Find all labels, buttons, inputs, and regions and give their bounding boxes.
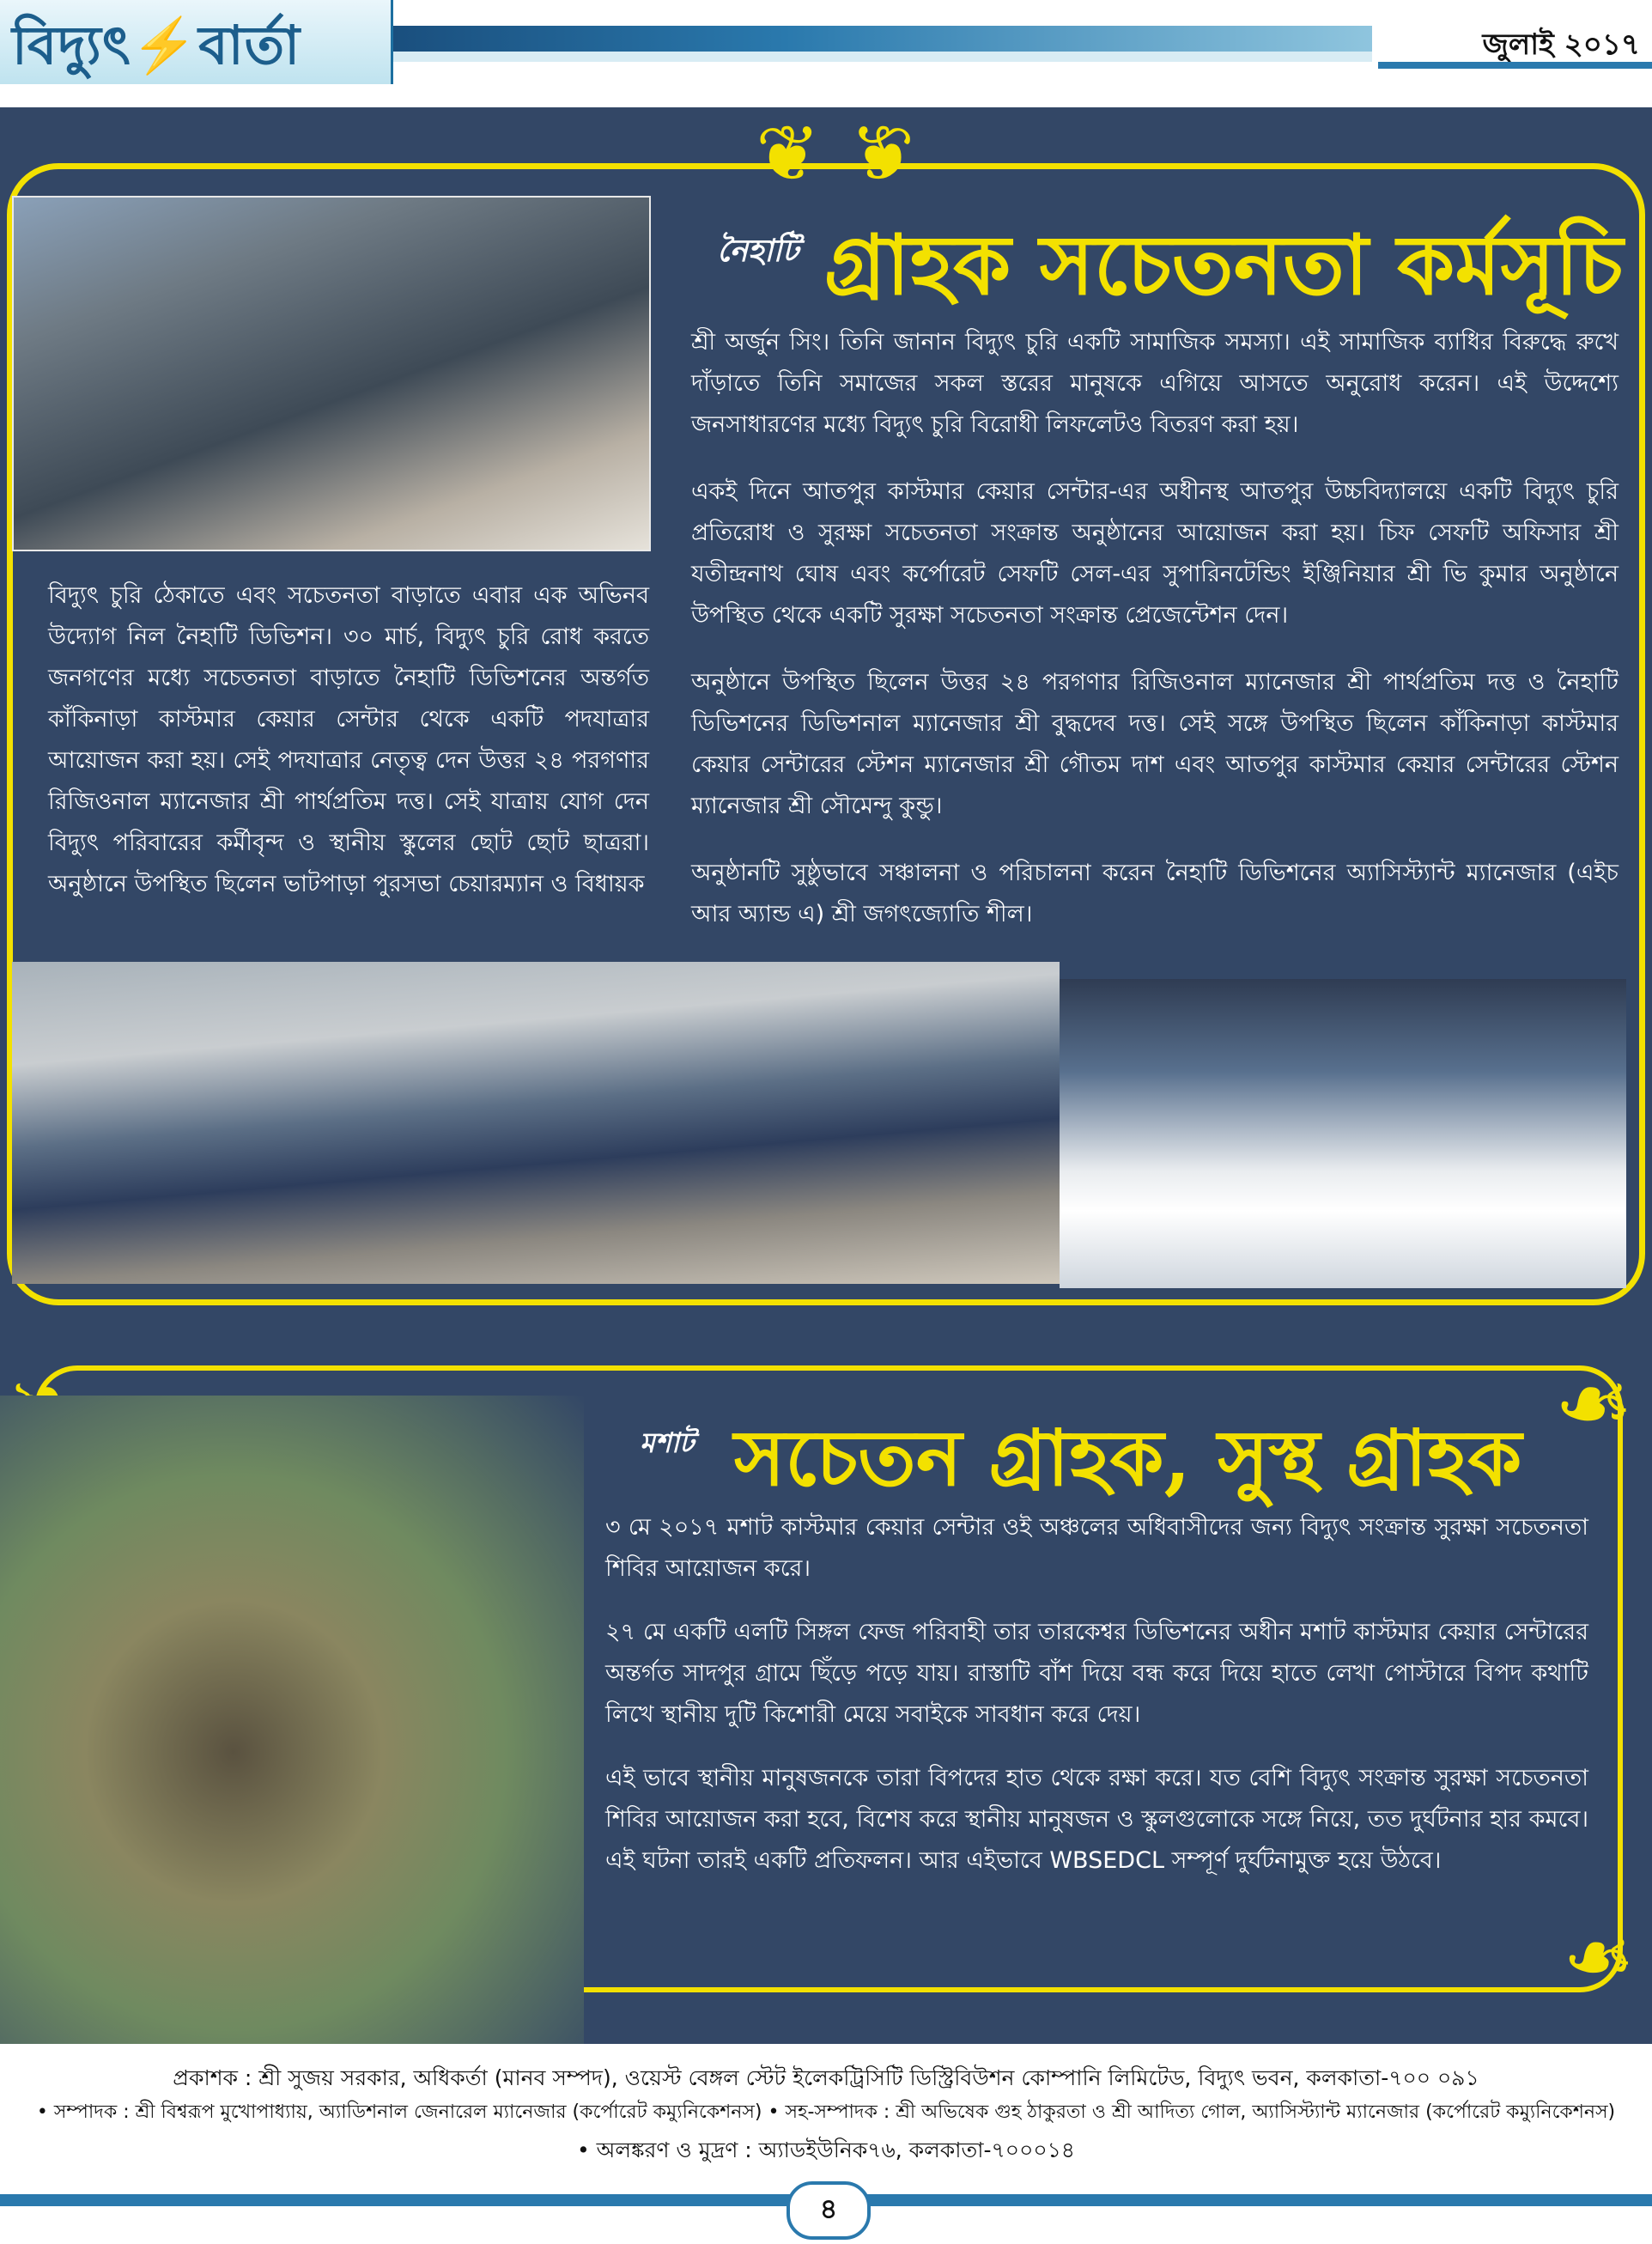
printer-line: • অলঙ্করণ ও মুদ্রণ : অ্যাডইউনিক৭৬, কলকাতা-৭০০০১৪ [576, 2138, 1076, 2162]
story1-paragraph: শ্রী অর্জুন সিং। তিনি জানান বিদ্যুৎ চুরি একটি সামাজিক সমস্যা। এই সামাজিক ব্যাধির বিরুদ্ধে রুখে দাঁড়াতে তিনি সমাজের সকল স্তরের মানুষকে এগিয়ে আসতে অনুরোধ করেন। এই উদ্দেশ্যে জনসাধারণের মধ্যে বিদ্যুৎ চুরি বিরোধী লিফলেটও বিতরণ করা হয়। [691, 329, 1619, 438]
story1-left-column [48, 575, 649, 905]
story2-paragraph: এই ভাবে স্থানীয় মানুষজনকে তারা বিপদের হাত থেকে রক্ষা করে। যত বেশি বিদ্যুৎ সংক্রান্ত সুরক্ষা সচেতনতা শিবির আয়োজন করা হবে, বিশেষ করে স্থানীয় মানুষজন ও স্কুলগুলোকে সঙ্গে নিয়ে, তত দুর্ঘটনার হার কমবে। এই ঘটনা তারই একটি প্রতিফলন। আর এইভাবে WBSEDCL সম্পূর্ণ দুর্ঘটনামুক্ত হয়ে উঠবে। [605, 1765, 1588, 1874]
story2-column [605, 1507, 1588, 1904]
issue-date: জুলাই ২০১৭ [1482, 27, 1640, 62]
story2-title: সচেতন গ্রাহক, সুস্থ গ্রাহক [734, 1413, 1522, 1504]
story2-kicker: মশাট [640, 1426, 695, 1459]
story1-title: গ্রাহক সচেতনতা কর্মসূচি [824, 216, 1624, 313]
story1-right-column [691, 322, 1619, 961]
publisher-line: প্রকাশক : শ্রী সুজয় সরকার, অধিকর্তা (মানব সম্পদ), ওয়েস্ট বেঙ্গল স্টেট ইলেকট্রিসিটি ডিস্ট্রিবিউশন কোম্পানি লিমিটেড, বিদ্যুৎ ভবন, কলকাতা-৭০০ ০৯১ [173, 2065, 1479, 2090]
masthead-logo-text: বিদ্যুৎ⚡বার্তা [12, 14, 301, 76]
student-rally-photo [12, 962, 1060, 1284]
masthead-stripe [393, 26, 1372, 52]
story1-paragraph: একই দিনে আতপুর কাস্টমার কেয়ার সেন্টার-এর অধীনস্থ আতপুর উচ্চবিদ্যালয়ে একটি বিদ্যুৎ চুরি প্রতিরোধ ও সুরক্ষা সচেতনতা সংক্রান্ত অনুষ্ঠানের আয়োজন করা হয়। চিফ সেফটি অফিসার শ্রী যতীন্দ্রনাথ ঘোষ এবং কর্পোরেট সেফটি সেল-এর সুপারিনটেন্ডিং ইঞ্জিনিয়ার শ্রী ভি কুমার অনুষ্ঠানে উপস্থিত থেকে একটি সুরক্ষা সচেতনতা সংক্রান্ত প্রেজেন্টেশন দেন। [691, 478, 1619, 629]
story1-intro-paragraph: বিদ্যুৎ চুরি ঠেকাতে এবং সচেতনতা বাড়াতে এবার এক অভিনব উদ্যোগ নিল নৈহাটি ডিভিশন। ৩০ মার্চ, বিদ্যুৎ চুরি রোধ করতে জনগণের মধ্যে সচেতনতা বাড়াতে নৈহাটি ডিভিশনের অন্তর্গত কাঁকিনাড়া কাস্টমার কেয়ার সেন্টার থেকে একটি পদযাত্রার আয়োজন করা হয়। সেই পদযাত্রার নেতৃত্ব দেন উত্তর ২৪ পরগণার রিজিওনাল ম্যানেজার শ্রী পার্থপ্রতিম দত্ত। সেই যাত্রায় যোগ দেন বিদ্যুৎ পরিবারের কর্মীবৃন্দ ও স্থানীয় স্কুলের ছোট ছোট ছাত্ররা। অনুষ্ঠানে উপস্থিত ছিলেন ভাটপাড়া পুরসভা চেয়ারম্যান ও বিধায়ক [48, 582, 649, 897]
masthead-stripe-light [393, 52, 1372, 62]
story2-paragraph: ৩ মে ২০১৭ মশাট কাস্টমার কেয়ার সেন্টার ওই অঞ্চলের অধিবাসীদের জন্য বিদ্যুৎ সংক্রান্ত সুরক্ষা সচেতনতা শিবির আয়োজন করে। [605, 1514, 1588, 1582]
rally-leaders-photo [12, 196, 651, 551]
story1-paragraph: অনুষ্ঠানে উপস্থিত ছিলেন উত্তর ২৪ পরগণার রিজিওনাল ম্যানেজার শ্রী পার্থপ্রতিম দত্ত ও নৈহাটি ডিভিশনের ডিভিশনাল ম্যানেজার শ্রী বুদ্ধদেব দত্ত। সেই সঙ্গে উপস্থিত ছিলেন কাঁকিনাড়া কাস্টমার কেয়ার সেন্টারের স্টেশন ম্যানেজার শ্রী গৌতম দাশ এবং আতপুর কাস্টমার কেয়ার সেন্টারের স্টেশন ম্যানেজার শ্রী সৌমেন্দু কুন্ডু। [691, 669, 1619, 819]
safety-presentation-photo [1060, 979, 1626, 1288]
scroll-ornament-icon: ❧ [1563, 1907, 1635, 2008]
masthead-rule [1378, 62, 1652, 69]
page-number: ৪ [787, 2181, 871, 2240]
editor-line: • সম্পাদক : শ্রী বিশ্বরূপ মুখোপাধ্যায়, অ্যাডিশনাল জেনারেল ম্যানেজার (কর্পোরেট কম্যুনিকেশনস) • সহ-সম্পাদক : শ্রী অভিষেক গুহ ঠাকুরতা ও শ্রী আদিত্য গোল, অ্যাসিস্ট্যান্ট ম্যানেজার (কর্পোরেট কম্যুনিকেশনস) [36, 2101, 1616, 2123]
story2-paragraph: ২৭ মে একটি এলটি সিঙ্গল ফেজ পরিবাহী তার তারকেশ্বর ডিভিশনের অধীন মশাট কাস্টমার কেয়ার সেন্টারের অন্তর্গত সাদপুর গ্রামে ছিঁড়ে পড়ে যায়। রাস্তাটি বাঁশ দিয়ে বন্ধ করে দিয়ে হাতে লেখা পোস্টারে বিপদ কথাটি লিখে স্থানীয় দুটি কিশোরী মেয়ে সবাইকে সাবধান করে দেয়। [605, 1619, 1588, 1728]
heart-ornament-icon: ❦ [756, 109, 821, 199]
scroll-ornament-icon: ❧ [1554, 1349, 1634, 1459]
heart-ornament-icon: ❦ [850, 109, 915, 199]
story1-kicker: নৈহাটি [717, 233, 799, 269]
masthead-logo [0, 0, 393, 84]
girls-with-poster-photo [0, 1396, 584, 2044]
story1-paragraph: অনুষ্ঠানটি সুষ্ঠুভাবে সঞ্চালনা ও পরিচালনা করেন নৈহাটি ডিভিশনের অ্যাসিস্ট্যান্ট ম্যানেজার (এইচ আর অ্যান্ড এ) শ্রী জগৎজ্যোতি শীল। [691, 860, 1619, 927]
